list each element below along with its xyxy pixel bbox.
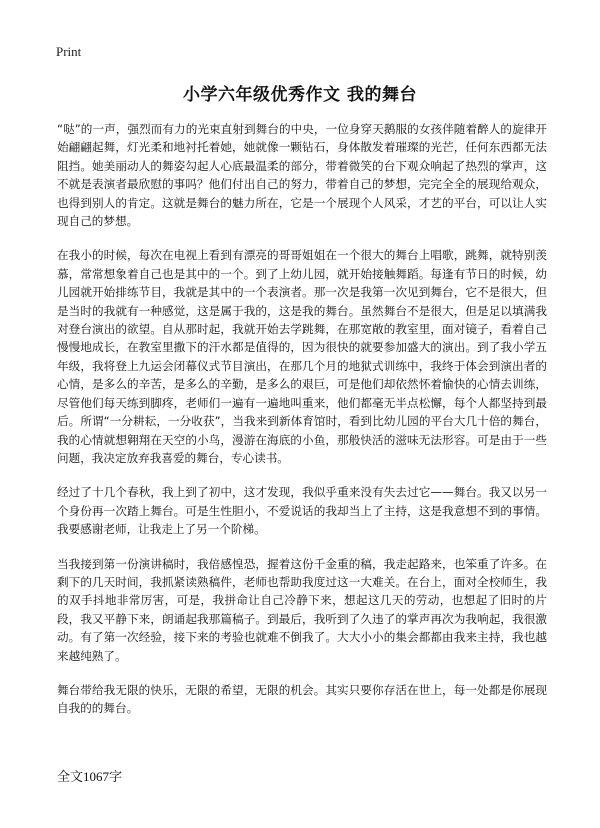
paragraph-3: 经过了十几个春秋，我上到了初中，这才发现，我似乎重来没有失去过它——舞台。我又以另一个身份再一次踏上舞台。可是生性胆小，不爱说话的我却当上了主持，这是我意想不到的事情。我要感谢老师，让我走上了另一个阶梯。 (57, 485, 547, 537)
print-link[interactable]: Print (56, 44, 82, 59)
paragraph-1: “哒”的一声，强烈而有力的光束直射到舞台的中央，一位身穿天鹅服的女孩伴随着醉人的旋律开始翩翩起舞，灯光柔和地衬托着她，她就像一颗钻石，身体散发着璀璨的光芒，任何东西都无法阻挡。她美丽动人的舞姿勾起人心底最温柔的部分，带着微笑的台下观众响起了热烈的掌声，这不就是表演者最欣慰的事吗？他们付出自己的努力，带着自己的梦想，完完全全的展现给观众，也得到别人的肯定。这就是舞台的魅力所在，它是一个展现个人风采，才艺的平台，可以让人实现自己的梦想。 (57, 122, 547, 229)
paragraph-2: 在我小的时候，每次在电视上看到有漂亮的哥哥姐姐在一个很大的舞台上唱歌，跳舞，就特别羡慕，常常想象着自己也是其中的一个。到了上幼儿园，就开始接触舞蹈。每逢有节日的时候，幼儿园就开始排练节目，我就是其中的一个表演者。那一次是我第一次见到舞台，它不是很大，但是当时的我就有一种感觉，这是属于我的，这是我的舞台。虽然舞台不是很大，但是足以填满我对登台演出的欲望。自从那时起，我就开始去学跳舞，在那宽敞的教室里，面对镜子，看着自己慢慢地成长，在教室里撒下的汗水都是值得的，因为很快的就要参加盛大的演出。到了我小学五年级，我将登上九运会闭幕仪式节目演出，在那几个月的地狱式训练中，我终于体会到演出者的心情，是多么的辛苦，是多么的辛勤，是多么的艰巨，可是他们却依然怀着愉快的心情去训练，尽管他们每天练到脚疼，老师们一遍有一遍地叫重来，他们都毫无半点松懈，每个人都坚持到最后。所谓“一分耕耘，一分收获”，当我来到新体育馆时，看到比幼儿园的平台大几十倍的舞台，我的心情就想翱翔在天空的小鸟，漫游在海底的小鱼，那般快活的滋味无法形容。可是由于一些问题，我决定放弃我喜爱的舞台，专心读书。 (57, 248, 547, 465)
word-count: 全文1067字 (57, 769, 123, 784)
paragraph-5: 舞台带给我无限的快乐，无限的希望，无限的机会。其实只要你存活在世上，每一处都是你展现自我的的舞台。 (57, 682, 547, 716)
article-title: 小学六年级优秀作文 我的舞台 (183, 85, 417, 105)
article-body (57, 120, 547, 734)
paragraph-4: 当我接到第一份演讲稿时，我倍感惶恐，握着这份千金重的稿，我走起路来，也笨重了许多。在剩下的几天时间，我抓紧读熟稿件，老师也帮助我度过这一大难关。在台上，面对全校师生，我的双手抖地非常厉害，可是，我拼命让自己冷静下来，想起这几天的劳动，也想起了旧时的片段，我又平静下来，朗诵起我那篇稿子。到最后，我听到了久违了的掌声再次为我响起，我很激动。有了第一次经验，接下来的考验也就难不倒我了。大大小小的集会都都由我来主持，我也越来越纯熟了。 (57, 556, 547, 663)
